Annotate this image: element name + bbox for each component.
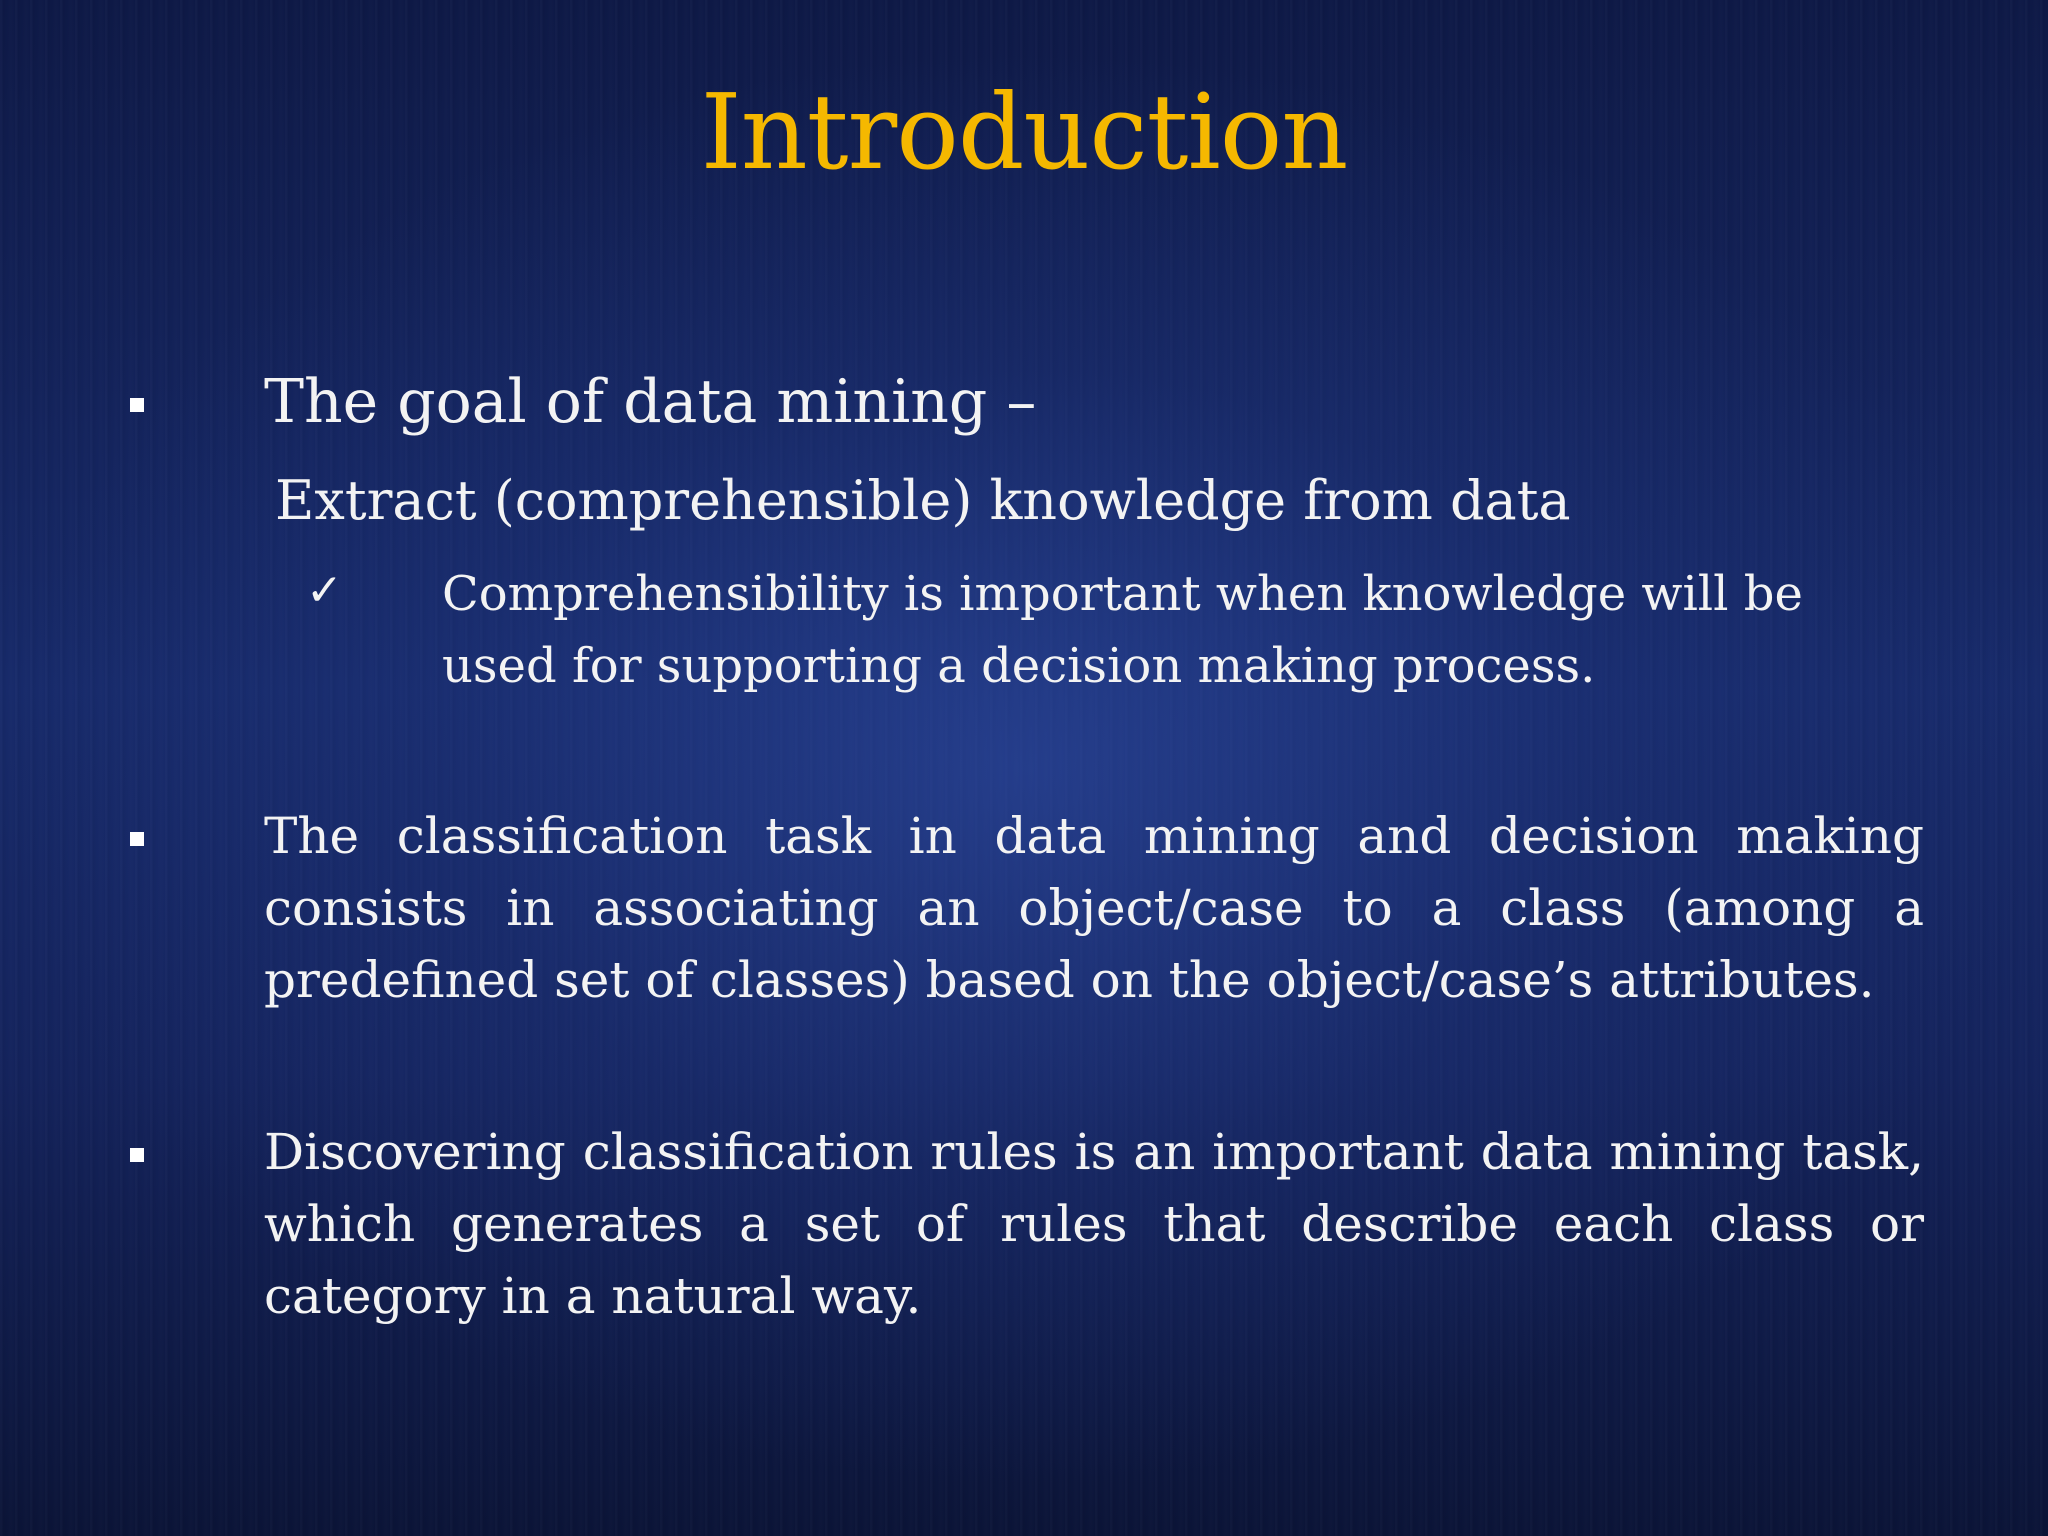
- slide-title: Introduction: [700, 71, 1348, 193]
- bullet-1-heading: The goal of data mining –: [264, 367, 1037, 437]
- square-bullet-icon: [130, 1148, 144, 1162]
- bullet-3-text: Discovering classification rules is an important data mining task, which generates a set of rules that describe each class or category in a natural way.: [264, 1123, 1924, 1325]
- square-bullet-icon: [130, 832, 144, 846]
- bullet-2-text: The classification task in data mining and decision making consists in associating an object/case to a class (among a predefined set of classes) based on the object/case’s attributes.: [264, 807, 1924, 1009]
- square-bullet-icon: [130, 398, 144, 412]
- bullet-1-line2: Extract (comprehensible) knowledge from data: [275, 469, 1571, 532]
- bullet-1-subpoint: Comprehensibility is important when knowledge will be used for supporting a decision making process.: [442, 566, 1803, 694]
- checkmark-icon: ✓: [306, 565, 343, 616]
